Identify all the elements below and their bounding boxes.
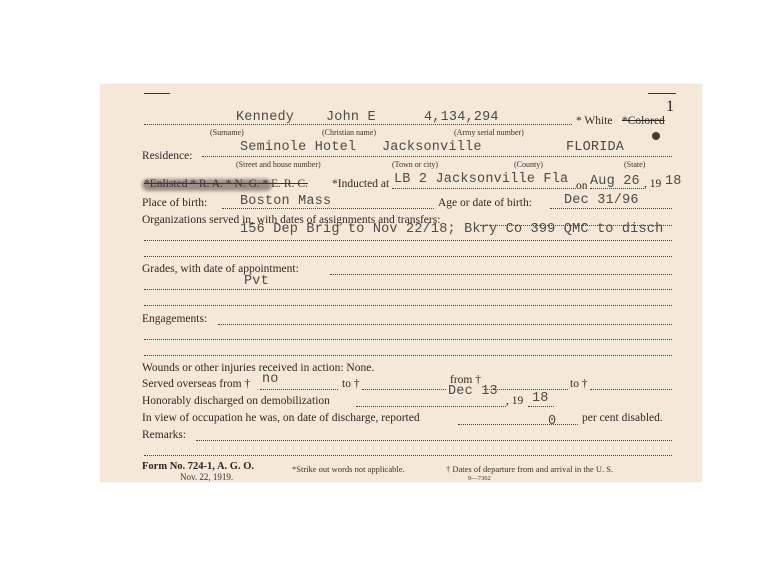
dates-note: † Dates of departure from and arrival in the U. S. — [446, 464, 614, 474]
place-of-birth-line — [222, 208, 434, 209]
remarks-line-1 — [144, 455, 672, 456]
grades-line-1 — [144, 289, 672, 290]
street-value: Seminole Hotel — [240, 140, 357, 155]
inducted-line — [392, 188, 576, 189]
engagements-line-1 — [144, 339, 672, 340]
grades-line-0 — [330, 274, 672, 275]
inducted-at-value: LB 2 Jacksonville Fla — [394, 172, 569, 187]
residence-label: Residence: — [142, 150, 193, 162]
wounds-text: Wounds or other injuries received in action: None. — [142, 362, 375, 374]
served-overseas-label: Served overseas from † — [142, 378, 251, 390]
race-colored-label: *Colored — [622, 115, 665, 127]
town-caption: (Town or city) — [392, 160, 439, 169]
christian-name-caption: (Christian name) — [322, 128, 376, 137]
engagements-label: Engagements: — [142, 313, 208, 325]
serial-number-value: 4,134,294 — [424, 110, 499, 125]
disability-line — [458, 424, 578, 425]
disability-suffix: per cent disabled. — [582, 412, 663, 424]
overseas-to-label-2: to † — [570, 378, 588, 390]
organizations-line-2 — [144, 256, 672, 257]
inducted-year-value: 18 — [665, 174, 682, 189]
inducted-date-line — [590, 188, 644, 189]
form-number: Form No. 724-1, A. G. O. — [142, 461, 254, 472]
state-value: FLORIDA — [566, 140, 625, 155]
discharge-year-prefix: , 19 — [506, 395, 524, 407]
residence-line — [202, 156, 672, 157]
discharge-year-value: 18 — [532, 391, 549, 406]
christian-name-value: John E — [326, 110, 376, 125]
overseas-to-line-2 — [590, 389, 672, 390]
served-overseas-value: no — [262, 372, 279, 387]
engagements-line-0 — [218, 324, 672, 325]
town-value: Jacksonville — [382, 140, 482, 155]
inducted-year-prefix: , 19 — [644, 178, 662, 190]
organizations-value: 156 Dep Brig to Nov 22/18; Bkry Co 399 QMC to disch — [240, 222, 664, 237]
place-of-birth-label: Place of birth: — [142, 197, 208, 209]
print-code: 9—7362 — [468, 475, 491, 482]
strike-out-note: *Strike out words not applicable. — [292, 464, 405, 474]
remarks-label: Remarks: — [142, 429, 187, 441]
grades-line-2 — [144, 305, 672, 306]
inducted-label: *Inducted at — [332, 178, 390, 190]
card-number: 1 — [666, 98, 674, 115]
organizations-line-1 — [144, 240, 672, 241]
surname-value: Kennedy — [236, 110, 295, 125]
birth-date-value: Dec 31/96 — [564, 193, 639, 208]
discharge-label: Honorably discharged on demobilization — [142, 395, 330, 407]
place-of-birth-value: Boston Mass — [240, 194, 332, 209]
grades-value: Pvt — [244, 274, 269, 289]
age-label: Age or date of birth: — [438, 197, 532, 209]
inducted-on-label: on — [576, 180, 588, 192]
top-right-mark — [648, 93, 676, 94]
street-caption: (Street and house number) — [236, 160, 321, 169]
overseas-to-line-1 — [362, 389, 446, 390]
top-left-mark — [144, 93, 170, 94]
age-line — [550, 208, 672, 209]
race-white-label: * White — [576, 115, 613, 127]
disability-label: In view of occupation he was, on date of discharge, reported — [142, 412, 420, 424]
overseas-from-line — [260, 389, 338, 390]
state-caption: (State) — [624, 160, 646, 169]
organizations-label: Organizations served in, with dates of assignments and transfers: — [142, 214, 441, 226]
remarks-line-0 — [196, 440, 672, 441]
disability-value: 0 — [548, 414, 557, 429]
surname-caption: (Surname) — [210, 128, 244, 137]
ink-blot — [652, 132, 660, 140]
overseas-to-label-1: to † — [342, 378, 360, 390]
name-line — [144, 124, 572, 125]
discharge-date-value: Dec 13 — [448, 384, 498, 399]
enlisted-struck-label: *Enlisted * R. A. * N. G. * E. R. C. — [144, 178, 308, 190]
overseas-from-label-2: from † — [450, 374, 481, 386]
service-record-card — [100, 84, 702, 482]
discharge-line — [356, 406, 506, 407]
inducted-date-value: Aug 26 — [590, 174, 640, 189]
form-date: Nov. 22, 1919. — [180, 472, 234, 482]
grades-label: Grades, with date of appointment: — [142, 263, 299, 275]
county-caption: (County) — [514, 160, 543, 169]
engagements-line-2 — [144, 355, 672, 356]
serial-caption: (Army serial number) — [454, 128, 524, 137]
discharge-year-line — [528, 406, 554, 407]
